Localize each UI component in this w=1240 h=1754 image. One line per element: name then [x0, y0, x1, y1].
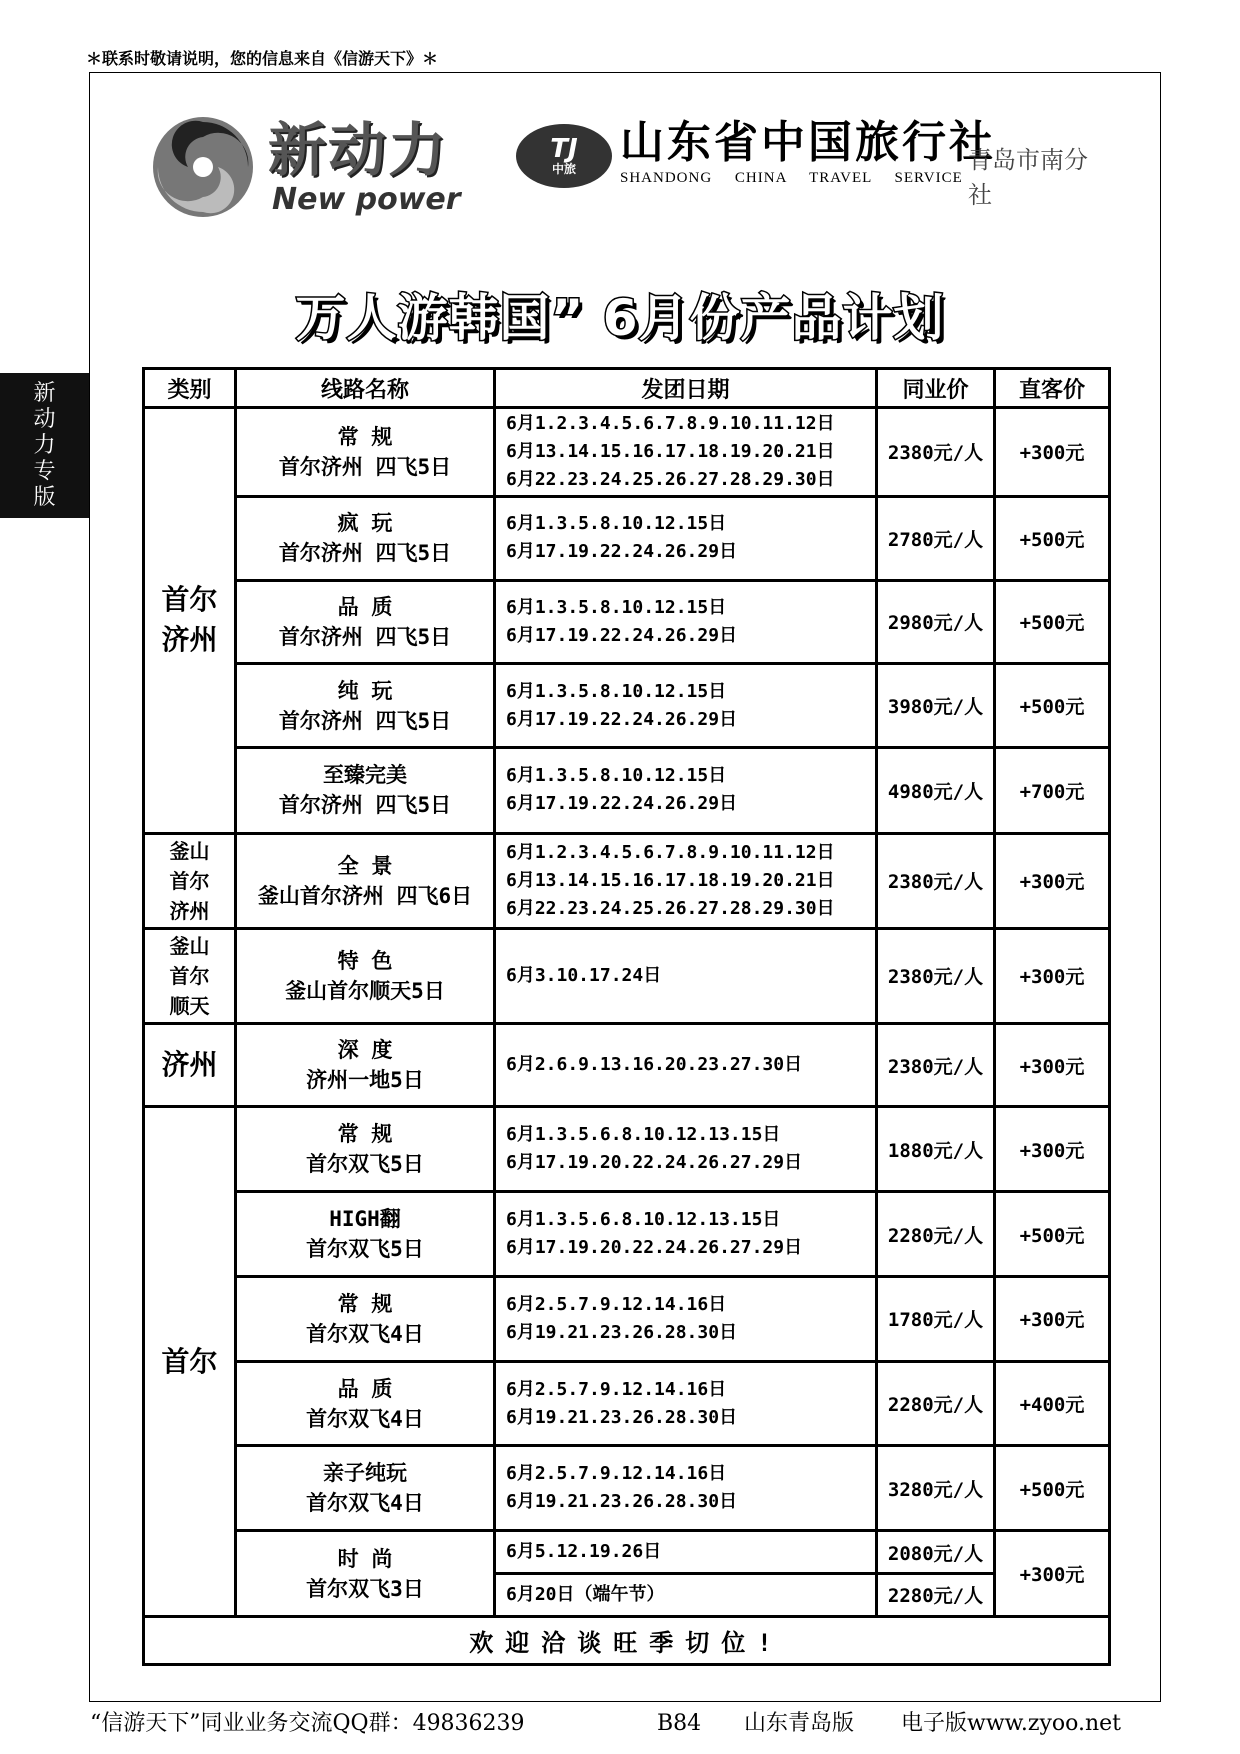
side-tab-char: 专 — [33, 458, 56, 484]
route-name: 首尔双飞3日 — [306, 1576, 424, 1601]
table-row — [144, 664, 1110, 748]
direct-price-cell: +300元 — [995, 1107, 1110, 1192]
peer-price-cell: 2280元/人 — [877, 1574, 995, 1617]
peer-price-cell: 2380元/人 — [877, 408, 995, 497]
cts-name-en: SHANDONG CHINA TRAVEL SERVICE — [620, 170, 963, 186]
table-row — [144, 1446, 1110, 1531]
dates-cell — [495, 1361, 877, 1446]
route-name: 首尔双飞5日 — [306, 1237, 424, 1261]
edition: 山东青岛版 — [744, 1711, 855, 1736]
direct-price-cell: +500元 — [995, 580, 1110, 664]
route-type: 时 尚 — [337, 1546, 393, 1571]
direct-price-cell: +300元 — [995, 1023, 1110, 1107]
table-row — [144, 1361, 1110, 1446]
table-row — [144, 1023, 1110, 1107]
date-line: 6月2.5.7.9.12.14.16日 — [506, 1378, 727, 1400]
route-cell — [236, 1023, 495, 1107]
date-line: 6月13.14.15.16.17.18.19.20.21日 — [506, 869, 835, 891]
date-line: 6月2.5.7.9.12.14.16日 — [506, 1463, 727, 1485]
route-cell — [236, 1446, 495, 1531]
header-peer-price: 同业价 — [877, 369, 995, 408]
product-table — [142, 367, 1111, 1666]
route-cell — [236, 1276, 495, 1361]
peer-price-cell: 2380元/人 — [877, 833, 995, 928]
date-line: 6月22.23.24.25.26.27.28.29.30日 — [506, 468, 835, 490]
route-cell — [236, 928, 495, 1023]
dates-cell: 6月5.12.19.26日 — [495, 1531, 877, 1574]
table-row — [144, 580, 1110, 664]
newpower-logo-en: New power — [272, 182, 461, 217]
route-cell — [236, 580, 495, 664]
direct-price-cell: +300元 — [995, 1531, 1110, 1617]
dates-cell — [495, 1192, 877, 1277]
swirl-logo-icon — [148, 112, 258, 222]
table-row — [144, 1107, 1110, 1192]
direct-price-cell: +500元 — [995, 664, 1110, 748]
route-name: 首尔济州 四飞5日 — [278, 793, 452, 818]
date-line: 6月1.3.5.8.10.12.15日 — [506, 513, 727, 535]
side-tab-char: 新 — [33, 380, 56, 406]
direct-price-cell: +300元 — [995, 1276, 1110, 1361]
dates-cell — [495, 1107, 877, 1192]
dates-cell — [495, 1276, 877, 1361]
dates-cell — [495, 580, 877, 664]
route-type: 全 景 — [337, 853, 393, 878]
category-cell — [144, 1023, 236, 1107]
date-line: 6月2.5.7.9.12.14.16日 — [506, 1293, 727, 1315]
category-cell — [144, 928, 236, 1023]
dates-cell — [495, 408, 877, 497]
newpower-logo — [148, 112, 478, 222]
route-name: 首尔济州 四飞5日 — [278, 708, 452, 733]
peer-price-cell: 2780元/人 — [877, 496, 995, 580]
peer-price-cell: 3280元/人 — [877, 1446, 995, 1531]
route-type: 深 度 — [337, 1038, 393, 1063]
date-line: 6月19.21.23.26.28.30日 — [506, 1406, 738, 1428]
dates-cell — [495, 664, 877, 748]
category-line: 济州 — [169, 898, 210, 923]
date-line: 6月1.3.5.8.10.12.15日 — [506, 680, 727, 702]
route-type: 常 规 — [337, 1122, 393, 1147]
date-line: 6月1.3.5.6.8.10.12.13.15日 — [506, 1209, 781, 1230]
direct-price-cell: +500元 — [995, 496, 1110, 580]
route-type: 至臻完美 — [323, 763, 407, 788]
header-dates: 发团日期 — [495, 369, 877, 408]
table-footer-row — [144, 1616, 1110, 1664]
page-number: B84 — [657, 1711, 702, 1736]
date-line: 6月17.19.22.24.26.29日 — [506, 541, 738, 563]
direct-price-cell: +300元 — [995, 928, 1110, 1023]
route-name: 首尔济州 四飞5日 — [278, 624, 452, 649]
contact-note: ＊联系时敬请说明，您的信息来自《信游天下》＊ — [86, 49, 439, 68]
date-line: 6月2.6.9.13.16.20.23.27.30日 — [506, 1054, 803, 1076]
qq-group: “信游天下”同业业务交流QQ群：49836239 — [90, 1711, 525, 1736]
date-line: 6月17.19.22.24.26.29日 — [506, 708, 738, 730]
peer-price-cell: 2380元/人 — [877, 1023, 995, 1107]
peer-price-cell: 3980元/人 — [877, 664, 995, 748]
table-header-row — [144, 369, 1110, 408]
route-name: 济州一地5日 — [306, 1068, 424, 1093]
route-cell — [236, 664, 495, 748]
page-title: 万人游韩国” 6月份产品计划 — [295, 289, 945, 347]
date-line: 6月19.21.23.26.28.30日 — [506, 1491, 738, 1513]
website: 电子版www.zyoo.net — [901, 1711, 1122, 1736]
side-tab-char: 力 — [33, 432, 56, 458]
route-type: 特 色 — [337, 948, 393, 973]
direct-price-cell: +400元 — [995, 1361, 1110, 1446]
direct-price-cell: +500元 — [995, 1192, 1110, 1277]
route-cell — [236, 1192, 495, 1277]
header-direct-price: 直客价 — [995, 369, 1110, 408]
route-cell — [236, 408, 495, 497]
category-line: 济州 — [161, 1048, 218, 1082]
date-line: 6月19.21.23.26.28.30日 — [506, 1321, 738, 1343]
date-line: 6月1.3.5.6.8.10.12.13.15日 — [506, 1124, 781, 1146]
header-route: 线路名称 — [236, 369, 495, 408]
newpower-logo-cn: 新动力 — [268, 116, 449, 184]
dates-cell — [495, 928, 877, 1023]
route-name: 首尔济州 四飞5日 — [278, 541, 452, 566]
category-line: 釜山 — [169, 933, 210, 958]
route-cell — [236, 833, 495, 928]
category-line: 顺天 — [169, 993, 210, 1018]
route-name: 首尔双飞5日 — [306, 1152, 424, 1177]
date-line: 6月3.10.17.24日 — [506, 964, 662, 986]
route-name: 首尔双飞4日 — [306, 1321, 424, 1346]
table-row — [144, 408, 1110, 497]
category-cell — [144, 833, 236, 928]
category-line: 首尔 — [169, 963, 210, 988]
side-tab-char: 版 — [33, 484, 56, 510]
peer-price-cell: 1780元/人 — [877, 1276, 995, 1361]
date-line: 6月17.19.22.24.26.29日 — [506, 624, 738, 646]
route-type: HIGH翻 — [329, 1207, 401, 1231]
route-type: 疯 玩 — [337, 511, 393, 536]
dates-cell: 6月20日（端午节） — [495, 1574, 877, 1617]
peer-price-cell: 2980元/人 — [877, 580, 995, 664]
route-cell — [236, 1531, 495, 1617]
table-row — [144, 496, 1110, 580]
bottom-bar — [90, 1706, 1170, 1737]
peer-price-cell: 2380元/人 — [877, 928, 995, 1023]
route-name: 釜山首尔顺天5日 — [285, 978, 445, 1003]
route-name: 首尔济州 四飞5日 — [278, 454, 452, 479]
peer-price-cell: 4980元/人 — [877, 747, 995, 833]
direct-price-cell: +300元 — [995, 833, 1110, 928]
date-line: 6月22.23.24.25.26.27.28.29.30日 — [506, 897, 835, 919]
table-row — [144, 1192, 1110, 1277]
side-tab-char: 动 — [33, 406, 56, 432]
date-line: 6月17.19.20.22.24.26.27.29日 — [506, 1237, 803, 1258]
peer-price-cell: 2280元/人 — [877, 1192, 995, 1277]
route-type: 品 质 — [337, 1376, 393, 1401]
direct-price-cell: +500元 — [995, 1446, 1110, 1531]
dates-cell — [495, 496, 877, 580]
dates-cell — [495, 1446, 877, 1531]
route-cell — [236, 747, 495, 833]
category-line: 首尔 — [161, 583, 218, 617]
route-name: 釜山首尔济州 四飞6日 — [257, 883, 473, 908]
direct-price-cell: +300元 — [995, 408, 1110, 497]
route-cell — [236, 1107, 495, 1192]
header-category: 类别 — [144, 369, 236, 408]
cts-badge-sub: 中旅 — [551, 162, 576, 176]
table-row — [144, 1531, 1110, 1574]
category-line: 济州 — [161, 623, 218, 657]
route-name: 首尔双飞4日 — [306, 1406, 424, 1431]
date-line: 6月13.14.15.16.17.18.19.20.21日 — [506, 440, 835, 462]
cts-branch: 青岛市南分社 — [968, 146, 1088, 209]
side-tab — [0, 373, 89, 518]
route-type: 品 质 — [337, 594, 393, 619]
table-footer: 欢迎洽谈旺季切位! — [144, 1616, 1110, 1664]
route-type: 常 规 — [337, 1291, 393, 1316]
route-type: 纯 玩 — [337, 678, 393, 703]
cts-name-cn: 山东省中国旅行社 — [620, 117, 996, 168]
peer-price-cell: 2280元/人 — [877, 1361, 995, 1446]
category-line: 首尔 — [169, 868, 210, 893]
dates-cell — [495, 833, 877, 928]
dates-cell — [495, 1023, 877, 1107]
table-row — [144, 1276, 1110, 1361]
route-cell — [236, 1361, 495, 1446]
table-row — [144, 747, 1110, 833]
date-line: 6月17.19.22.24.26.29日 — [506, 793, 738, 815]
date-line: 6月1.2.3.4.5.6.7.8.9.10.11.12日 — [506, 412, 835, 434]
peer-price-cell: 2080元/人 — [877, 1531, 995, 1574]
cts-badge-icon — [516, 124, 612, 188]
dates-cell — [495, 747, 877, 833]
category-cell — [144, 408, 236, 834]
route-name: 首尔双飞4日 — [306, 1491, 424, 1516]
date-line: 6月1.3.5.8.10.12.15日 — [506, 596, 727, 618]
category-cell — [144, 1107, 236, 1617]
direct-price-cell: +700元 — [995, 747, 1110, 833]
category-line: 釜山 — [169, 838, 210, 863]
date-line: 6月17.19.20.22.24.26.27.29日 — [506, 1152, 803, 1174]
cts-logo — [516, 118, 1106, 208]
cts-badge-mark: TJ — [550, 134, 578, 164]
route-type: 常 规 — [337, 424, 393, 449]
route-cell — [236, 496, 495, 580]
date-line: 6月1.2.3.4.5.6.7.8.9.10.11.12日 — [506, 841, 835, 863]
category-line: 首尔 — [161, 1344, 218, 1378]
peer-price-cell: 1880元/人 — [877, 1107, 995, 1192]
route-type: 亲子纯玩 — [323, 1461, 407, 1486]
table-row — [144, 833, 1110, 928]
table-row — [144, 928, 1110, 1023]
date-line: 6月1.3.5.8.10.12.15日 — [506, 765, 727, 787]
